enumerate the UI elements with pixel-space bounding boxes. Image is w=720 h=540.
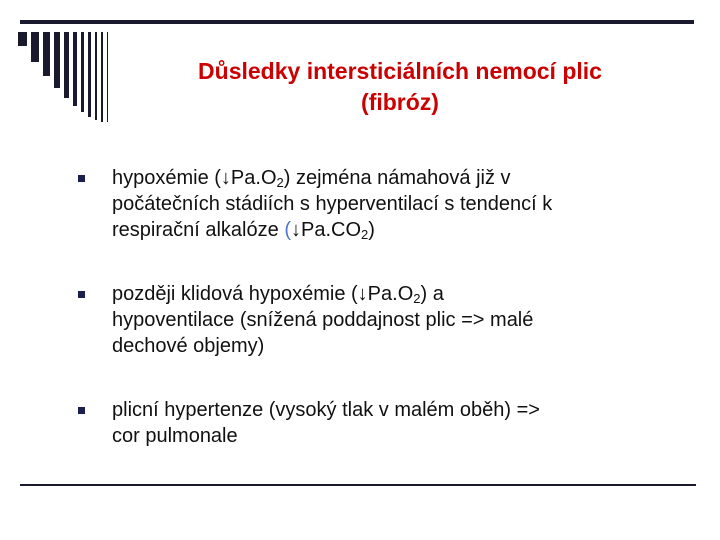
item-line: hypoventilace (snížená poddajnost plic => malé (112, 309, 534, 331)
bullet-marker (78, 407, 85, 414)
decor-bar (64, 32, 69, 98)
subscript: 2 (413, 291, 421, 306)
text: později klidová hypoxémie (↓Pa.O (112, 283, 414, 305)
title-line-2: (fibróz) (361, 89, 439, 115)
text: respirační alkalóze (112, 219, 285, 241)
item-line (112, 217, 688, 243)
decor-bar (43, 32, 50, 76)
decor-bar (101, 32, 103, 122)
text: ) zejména námahová již v (283, 167, 511, 189)
item-line: cor pulmonale (112, 425, 238, 447)
item-line: plicní hypertenze (vysoký tlak v malém oběh) => (112, 399, 540, 421)
decor-bar (81, 32, 84, 112)
text: ) (368, 219, 375, 241)
decor-bar (31, 32, 39, 62)
list-item (78, 165, 688, 243)
decor-bar (88, 32, 91, 117)
decor-bar (54, 32, 60, 88)
text-accent: ( (284, 219, 291, 241)
title-line-1: Důsledky intersticiálních nemocí plic (198, 58, 602, 84)
slide-title (140, 56, 660, 118)
bottom-rule (20, 484, 696, 486)
subscript: 2 (361, 227, 369, 242)
list-item (78, 281, 688, 359)
bullet-list (78, 165, 688, 449)
bullet-marker (78, 175, 85, 182)
top-rule (20, 20, 694, 24)
text: ↓Pa.CO (290, 219, 362, 241)
bullet-marker (78, 291, 85, 298)
item-line: počátečních stádiích s hyperventilací s tendencí k (112, 193, 553, 215)
decor-bar (107, 32, 108, 122)
decor-bar (73, 32, 77, 106)
list-item (78, 397, 688, 449)
text: ) a (420, 283, 444, 305)
item-line (112, 165, 688, 191)
subscript: 2 (276, 175, 284, 190)
decor-bar (95, 32, 97, 120)
decor-bar (18, 32, 27, 46)
item-line: dechové objemy) (112, 335, 265, 357)
item-line (112, 281, 688, 307)
text: hypoxémie (↓Pa.O (112, 167, 277, 189)
decorative-bars (18, 32, 128, 122)
